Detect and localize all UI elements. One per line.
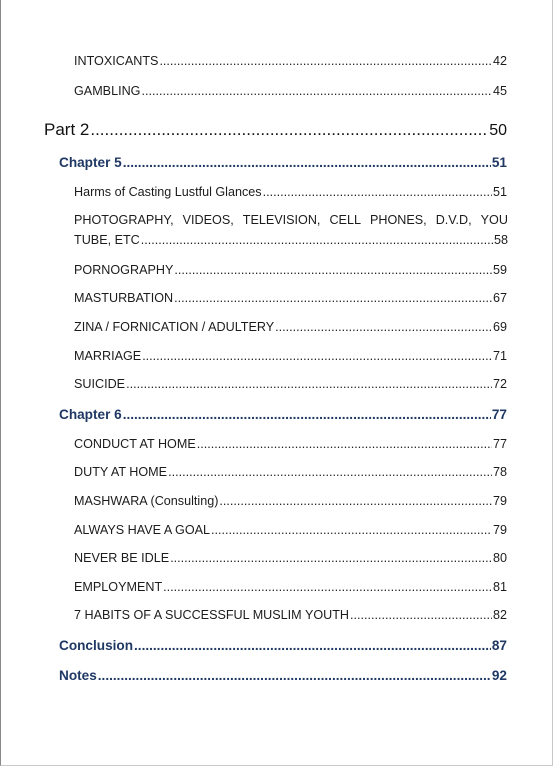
toc-entry-title-line-1: [74, 213, 508, 227]
toc-entry-photography-videos[interactable]: [74, 213, 508, 247]
title-word: TELEVISION,: [242, 213, 321, 227]
title-word: D.V.D,: [435, 213, 472, 227]
toc-entry-title: EMPLOYMENT: [74, 580, 163, 594]
toc-entry-title: NEVER BE IDLE: [74, 551, 170, 565]
toc-entry-title: MASHWARA (Consulting): [74, 494, 219, 508]
toc-entry-title: DUTY AT HOME: [74, 465, 168, 479]
dot-leader: [350, 608, 492, 622]
toc-entry-title: GAMBLING: [74, 84, 141, 98]
toc-entry-title: Harms of Casting Lustful Glances: [74, 185, 262, 199]
toc-entry-title: MARRIAGE: [74, 349, 142, 363]
toc-entry-employment[interactable]: [74, 580, 507, 594]
toc-entry-page: 79: [492, 494, 507, 508]
toc-entry-page: 77: [492, 437, 507, 451]
toc-entry-masturbation[interactable]: [74, 291, 507, 305]
toc-entry-page: 72: [492, 377, 507, 391]
toc-entry-title: CONDUCT AT HOME: [74, 437, 196, 451]
toc-entry-title-cont: TUBE, ETC: [74, 233, 140, 247]
toc-entry-page: 59: [492, 263, 507, 277]
toc-entry-gambling[interactable]: [74, 84, 507, 98]
toc-entry-intoxicants[interactable]: [74, 54, 507, 68]
title-word: PHOTOGRAPHY,: [74, 213, 174, 227]
toc-entry-always-have-a-goal[interactable]: [74, 523, 507, 537]
dot-leader: [126, 377, 492, 391]
toc-chapter-title: Chapter 6: [59, 407, 122, 422]
title-word: PHONES,: [369, 213, 427, 227]
dot-leader: [142, 349, 492, 363]
toc-entry-title: SUICIDE: [74, 377, 126, 391]
toc-entry-title: PORNOGRAPHY: [74, 263, 174, 277]
title-word: CELL: [329, 213, 361, 227]
toc-chapter-6[interactable]: [59, 407, 507, 422]
dot-leader: [98, 668, 491, 683]
toc-entry-title: 7 HABITS OF A SUCCESSFUL MUSLIM YOUTH: [74, 608, 350, 622]
toc-entry-page: 71: [492, 349, 507, 363]
toc-entry-conduct-at-home[interactable]: [74, 437, 507, 451]
toc-entry-page: 51: [492, 185, 507, 199]
dot-leader: [159, 54, 492, 68]
toc-entry-mashwara[interactable]: [74, 494, 507, 508]
toc-entry-page: 45: [492, 84, 507, 98]
toc-conclusion[interactable]: [59, 638, 507, 653]
toc-chapter-5[interactable]: [59, 155, 507, 170]
toc-entry-marriage[interactable]: [74, 349, 507, 363]
dot-leader: [90, 120, 488, 140]
toc-entry-title: MASTURBATION: [74, 291, 174, 305]
toc-entry-title: INTOXICANTS: [74, 54, 159, 68]
toc-entry-title-line-2: [74, 233, 508, 247]
toc-entry-title: ALWAYS HAVE A GOAL: [74, 523, 211, 537]
toc-entry-page: 58: [493, 233, 508, 247]
toc-entry-harms-of-casting-lustful-glances[interactable]: [74, 185, 507, 199]
dot-leader: [123, 407, 491, 422]
toc-entry-pornography[interactable]: [74, 263, 507, 277]
dot-leader: [123, 155, 491, 170]
toc-entry-page: 78: [492, 465, 507, 479]
toc-chapter-page: 77: [491, 407, 507, 422]
toc-chapter-page: 51: [491, 155, 507, 170]
toc-entry-never-be-idle[interactable]: [74, 551, 507, 565]
dot-leader: [197, 437, 492, 451]
toc-entry-suicide[interactable]: [74, 377, 507, 391]
toc-chapter-page: 87: [491, 638, 507, 653]
toc-entry-page: 42: [492, 54, 507, 68]
toc-entry-title: ZINA / FORNICATION / ADULTERY: [74, 320, 275, 334]
toc-entry-page: 80: [492, 551, 507, 565]
toc-entry-page: 67: [492, 291, 507, 305]
toc-notes[interactable]: [59, 668, 507, 683]
toc-entry-7-habits[interactable]: [74, 608, 507, 622]
toc-entry-page: 81: [492, 580, 507, 594]
toc-part-page: 50: [489, 122, 507, 139]
toc-part-title: Part 2: [44, 120, 90, 139]
dot-leader: [141, 233, 493, 247]
dot-leader: [263, 185, 492, 199]
dot-leader: [134, 638, 491, 653]
toc-chapter-page: 92: [491, 668, 507, 683]
dot-leader: [275, 320, 492, 334]
toc-entry-page: 82: [492, 608, 507, 622]
toc-entry-duty-at-home[interactable]: [74, 465, 507, 479]
toc-entry-page: 79: [492, 523, 507, 537]
dot-leader: [170, 551, 492, 565]
dot-leader: [174, 263, 492, 277]
dot-leader: [141, 84, 492, 98]
title-word: VIDEOS,: [182, 213, 234, 227]
toc-part-2[interactable]: [44, 120, 507, 140]
toc-entry-page: 69: [492, 320, 507, 334]
title-word: YOU: [480, 213, 508, 227]
toc-chapter-title: Notes: [59, 668, 97, 683]
toc-chapter-title: Chapter 5: [59, 155, 122, 170]
dot-leader: [174, 291, 492, 305]
dot-leader: [219, 494, 492, 508]
dot-leader: [163, 580, 492, 594]
toc-chapter-title: Conclusion: [59, 638, 134, 653]
toc-entry-zina[interactable]: [74, 320, 507, 334]
dot-leader: [211, 523, 492, 537]
dot-leader: [168, 465, 492, 479]
